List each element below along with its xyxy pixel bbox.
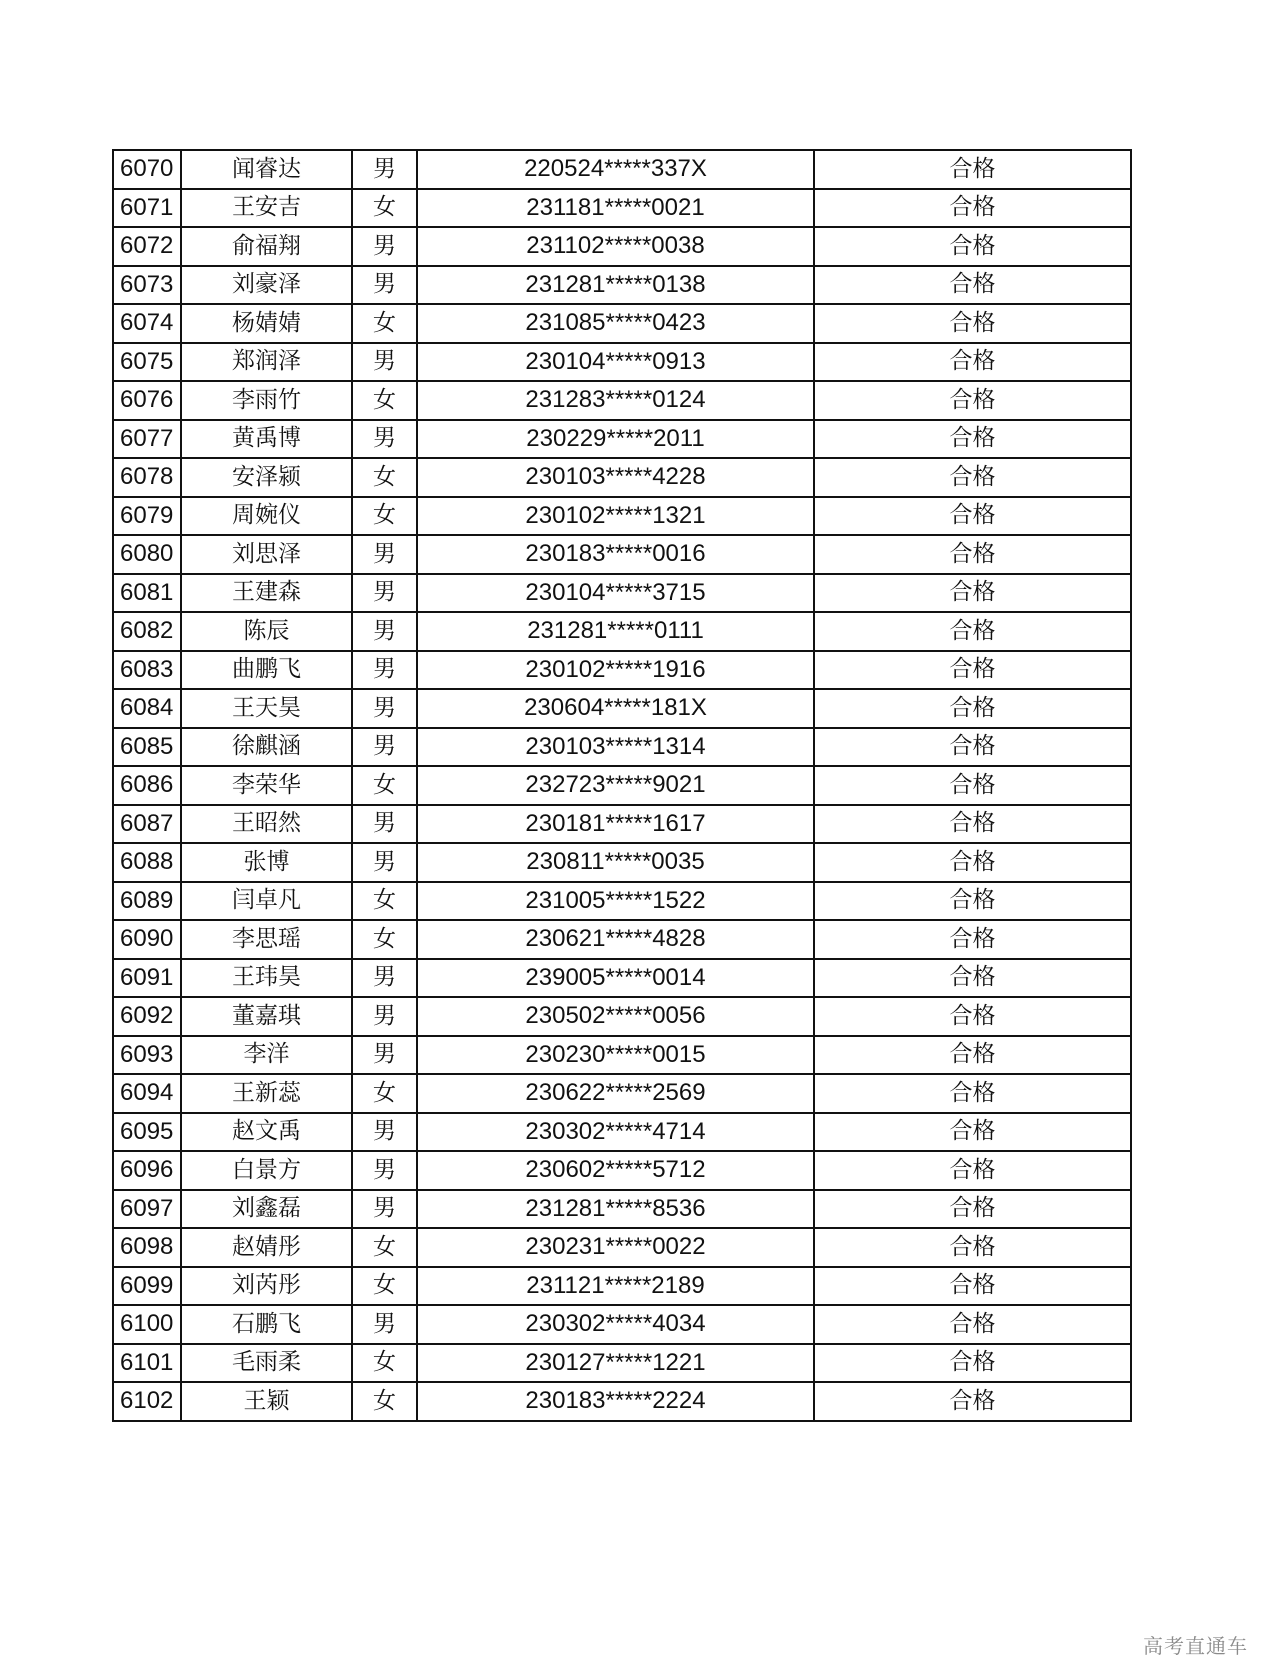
result-cell: 合格 [814, 1190, 1131, 1229]
table-row [113, 535, 1131, 574]
gender-cell: 女 [352, 1074, 417, 1113]
table-row [113, 343, 1131, 382]
person-name: 赵文禹 [181, 1113, 352, 1152]
gender-cell: 男 [352, 420, 417, 459]
person-name: 郑润泽 [181, 343, 352, 382]
row-number: 6078 [113, 458, 181, 497]
row-number: 6087 [113, 805, 181, 844]
person-name: 王天昊 [181, 689, 352, 728]
result-cell: 合格 [814, 997, 1131, 1036]
watermark-text: 高考直通车 [1143, 1634, 1248, 1658]
person-name: 刘豪泽 [181, 266, 352, 305]
gender-cell: 女 [352, 766, 417, 805]
person-name: 李荣华 [181, 766, 352, 805]
result-cell: 合格 [814, 189, 1131, 228]
result-cell: 合格 [814, 1113, 1131, 1152]
id-number: 230622*****2569 [417, 1074, 814, 1113]
table-row [113, 920, 1131, 959]
result-cell: 合格 [814, 1382, 1131, 1421]
gender-cell: 女 [352, 458, 417, 497]
row-number: 6070 [113, 150, 181, 189]
result-cell: 合格 [814, 651, 1131, 690]
id-number: 231102*****0038 [417, 227, 814, 266]
result-cell: 合格 [814, 420, 1131, 459]
gender-cell: 男 [352, 843, 417, 882]
person-name: 陈辰 [181, 612, 352, 651]
row-number: 6073 [113, 266, 181, 305]
row-number: 6081 [113, 574, 181, 613]
id-number: 231005*****1522 [417, 882, 814, 921]
id-number: 230127*****1221 [417, 1344, 814, 1383]
gender-cell: 男 [352, 728, 417, 767]
id-number: 230604*****181X [417, 689, 814, 728]
result-cell: 合格 [814, 920, 1131, 959]
person-name: 石鹏飞 [181, 1305, 352, 1344]
table-row [113, 1113, 1131, 1152]
result-cell: 合格 [814, 843, 1131, 882]
table-row [113, 150, 1131, 189]
result-cell: 合格 [814, 458, 1131, 497]
result-cell: 合格 [814, 304, 1131, 343]
person-name: 白景方 [181, 1151, 352, 1190]
person-name: 曲鹏飞 [181, 651, 352, 690]
row-number: 6097 [113, 1190, 181, 1229]
result-cell: 合格 [814, 381, 1131, 420]
result-cell: 合格 [814, 266, 1131, 305]
person-name: 王颖 [181, 1382, 352, 1421]
person-name: 王安吉 [181, 189, 352, 228]
gender-cell: 女 [352, 497, 417, 536]
person-name: 刘鑫磊 [181, 1190, 352, 1229]
row-number: 6085 [113, 728, 181, 767]
result-cell: 合格 [814, 150, 1131, 189]
id-number: 231283*****0124 [417, 381, 814, 420]
gender-cell: 男 [352, 266, 417, 305]
table-row [113, 304, 1131, 343]
id-number: 231281*****0111 [417, 612, 814, 651]
row-number: 6076 [113, 381, 181, 420]
result-cell: 合格 [814, 1074, 1131, 1113]
gender-cell: 男 [352, 997, 417, 1036]
gender-cell: 女 [352, 381, 417, 420]
id-number: 230302*****4034 [417, 1305, 814, 1344]
result-cell: 合格 [814, 805, 1131, 844]
row-number: 6083 [113, 651, 181, 690]
table-row [113, 882, 1131, 921]
gender-cell: 女 [352, 920, 417, 959]
table-row [113, 997, 1131, 1036]
id-number: 230102*****1321 [417, 497, 814, 536]
row-number: 6096 [113, 1151, 181, 1190]
result-cell: 合格 [814, 882, 1131, 921]
gender-cell: 男 [352, 343, 417, 382]
row-number: 6101 [113, 1344, 181, 1383]
result-cell: 合格 [814, 766, 1131, 805]
table-row [113, 497, 1131, 536]
table-row [113, 381, 1131, 420]
id-number: 231281*****0138 [417, 266, 814, 305]
id-number: 230183*****2224 [417, 1382, 814, 1421]
id-number: 230103*****1314 [417, 728, 814, 767]
gender-cell: 男 [352, 1305, 417, 1344]
table-row [113, 689, 1131, 728]
gender-cell: 男 [352, 651, 417, 690]
result-cell: 合格 [814, 612, 1131, 651]
result-cell: 合格 [814, 343, 1131, 382]
person-name: 董嘉琪 [181, 997, 352, 1036]
id-number: 232723*****9021 [417, 766, 814, 805]
result-cell: 合格 [814, 1305, 1131, 1344]
row-number: 6092 [113, 997, 181, 1036]
id-number: 230502*****0056 [417, 997, 814, 1036]
row-number: 6102 [113, 1382, 181, 1421]
row-number: 6093 [113, 1036, 181, 1075]
row-number: 6094 [113, 1074, 181, 1113]
person-name: 刘思泽 [181, 535, 352, 574]
table-row [113, 651, 1131, 690]
gender-cell: 男 [352, 1190, 417, 1229]
person-name: 李洋 [181, 1036, 352, 1075]
row-number: 6084 [113, 689, 181, 728]
person-name: 李思瑶 [181, 920, 352, 959]
table-row [113, 227, 1131, 266]
gender-cell: 男 [352, 1113, 417, 1152]
result-cell: 合格 [814, 959, 1131, 998]
row-number: 6079 [113, 497, 181, 536]
id-number: 230811*****0035 [417, 843, 814, 882]
roster-body [113, 150, 1131, 1421]
table-row [113, 959, 1131, 998]
id-number: 230104*****0913 [417, 343, 814, 382]
person-name: 黄禹博 [181, 420, 352, 459]
row-number: 6082 [113, 612, 181, 651]
gender-cell: 女 [352, 882, 417, 921]
person-name: 闻睿达 [181, 150, 352, 189]
id-number: 230103*****4228 [417, 458, 814, 497]
row-number: 6086 [113, 766, 181, 805]
row-number: 6099 [113, 1267, 181, 1306]
row-number: 6071 [113, 189, 181, 228]
row-number: 6075 [113, 343, 181, 382]
person-name: 闫卓凡 [181, 882, 352, 921]
result-cell: 合格 [814, 497, 1131, 536]
table-row [113, 458, 1131, 497]
table-row [113, 1074, 1131, 1113]
gender-cell: 男 [352, 959, 417, 998]
id-number: 230181*****1617 [417, 805, 814, 844]
table-row [113, 266, 1131, 305]
person-name: 毛雨柔 [181, 1344, 352, 1383]
person-name: 赵婧彤 [181, 1228, 352, 1267]
id-number: 230183*****0016 [417, 535, 814, 574]
gender-cell: 女 [352, 1382, 417, 1421]
table-row [113, 189, 1131, 228]
id-number: 230231*****0022 [417, 1228, 814, 1267]
table-row [113, 805, 1131, 844]
table-row [113, 1382, 1131, 1421]
gender-cell: 女 [352, 1267, 417, 1306]
person-name: 王新蕊 [181, 1074, 352, 1113]
table-row [113, 1344, 1131, 1383]
gender-cell: 男 [352, 612, 417, 651]
result-cell: 合格 [814, 1344, 1131, 1383]
person-name: 刘芮彤 [181, 1267, 352, 1306]
result-cell: 合格 [814, 689, 1131, 728]
person-name: 俞福翔 [181, 227, 352, 266]
gender-cell: 女 [352, 1228, 417, 1267]
table-row [113, 612, 1131, 651]
gender-cell: 男 [352, 535, 417, 574]
person-name: 杨婧婧 [181, 304, 352, 343]
row-number: 6072 [113, 227, 181, 266]
table-row [113, 574, 1131, 613]
table-row [113, 1228, 1131, 1267]
row-number: 6080 [113, 535, 181, 574]
row-number: 6077 [113, 420, 181, 459]
gender-cell: 男 [352, 689, 417, 728]
result-cell: 合格 [814, 1151, 1131, 1190]
row-number: 6095 [113, 1113, 181, 1152]
id-number: 230102*****1916 [417, 651, 814, 690]
row-number: 6090 [113, 920, 181, 959]
person-name: 王玮昊 [181, 959, 352, 998]
gender-cell: 女 [352, 1344, 417, 1383]
person-name: 安泽颍 [181, 458, 352, 497]
id-number: 230602*****5712 [417, 1151, 814, 1190]
result-cell: 合格 [814, 535, 1131, 574]
gender-cell: 男 [352, 1151, 417, 1190]
result-cell: 合格 [814, 1267, 1131, 1306]
person-name: 周婉仪 [181, 497, 352, 536]
id-number: 231121*****2189 [417, 1267, 814, 1306]
table-row [113, 728, 1131, 767]
gender-cell: 男 [352, 805, 417, 844]
row-number: 6098 [113, 1228, 181, 1267]
gender-cell: 男 [352, 574, 417, 613]
person-name: 王昭然 [181, 805, 352, 844]
row-number: 6100 [113, 1305, 181, 1344]
roster-table [112, 149, 1132, 1422]
person-name: 李雨竹 [181, 381, 352, 420]
id-number: 220524*****337X [417, 150, 814, 189]
id-number: 230230*****0015 [417, 1036, 814, 1075]
row-number: 6074 [113, 304, 181, 343]
result-cell: 合格 [814, 1228, 1131, 1267]
table-row [113, 1151, 1131, 1190]
gender-cell: 男 [352, 227, 417, 266]
id-number: 230229*****2011 [417, 420, 814, 459]
result-cell: 合格 [814, 574, 1131, 613]
table-row [113, 1190, 1131, 1229]
gender-cell: 男 [352, 1036, 417, 1075]
person-name: 张博 [181, 843, 352, 882]
person-name: 王建森 [181, 574, 352, 613]
table-row [113, 1267, 1131, 1306]
result-cell: 合格 [814, 728, 1131, 767]
table-row [113, 1036, 1131, 1075]
table-row [113, 1305, 1131, 1344]
gender-cell: 女 [352, 304, 417, 343]
id-number: 230302*****4714 [417, 1113, 814, 1152]
row-number: 6091 [113, 959, 181, 998]
row-number: 6088 [113, 843, 181, 882]
gender-cell: 女 [352, 189, 417, 228]
id-number: 231181*****0021 [417, 189, 814, 228]
id-number: 231281*****8536 [417, 1190, 814, 1229]
id-number: 231085*****0423 [417, 304, 814, 343]
result-cell: 合格 [814, 227, 1131, 266]
result-cell: 合格 [814, 1036, 1131, 1075]
row-number: 6089 [113, 882, 181, 921]
id-number: 230104*****3715 [417, 574, 814, 613]
table-row [113, 420, 1131, 459]
id-number: 230621*****4828 [417, 920, 814, 959]
gender-cell: 男 [352, 150, 417, 189]
person-name: 徐麒涵 [181, 728, 352, 767]
id-number: 239005*****0014 [417, 959, 814, 998]
table-row [113, 766, 1131, 805]
table-row [113, 843, 1131, 882]
